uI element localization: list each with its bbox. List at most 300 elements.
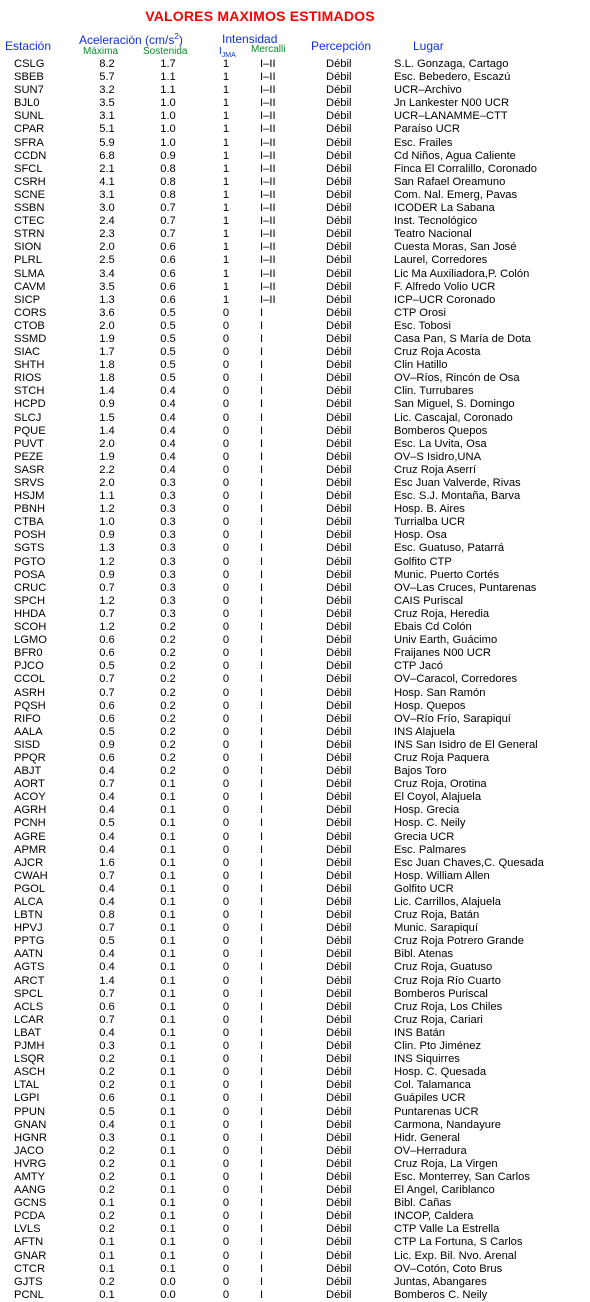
perception: Débil	[326, 149, 352, 162]
location: Cruz Roja Aserrí	[394, 463, 477, 476]
mercalli-intensity: I	[260, 673, 264, 686]
station-code: SISD	[14, 738, 41, 751]
sustained-acceleration: 0.1	[160, 1223, 176, 1236]
max-acceleration: 0.5	[99, 1105, 115, 1118]
sustained-acceleration: 0.2	[160, 751, 176, 764]
header-maxima: Máxima	[83, 46, 119, 57]
table-row	[0, 163, 590, 176]
ijma-intensity: 0	[222, 869, 230, 882]
station-code: CTEC	[14, 215, 45, 228]
table-row	[0, 556, 590, 569]
ijma-intensity: 0	[222, 1079, 230, 1092]
mercalli-intensity: I	[260, 542, 264, 555]
ijma-intensity: 0	[222, 581, 230, 594]
location: Fraijanes N00 UCR	[394, 647, 491, 660]
location: Cruz Roja, Guatuso	[394, 961, 493, 974]
table-row	[0, 896, 590, 909]
perception: Débil	[326, 725, 352, 738]
perception: Débil	[326, 555, 352, 568]
mercalli-intensity: I	[260, 725, 264, 738]
perception: Débil	[326, 896, 352, 908]
ijma-intensity: 1	[222, 123, 230, 136]
mercalli-intensity: I	[260, 660, 264, 673]
location: Com. Nal. Emerg, Pavas	[394, 188, 518, 201]
mercalli-intensity: I–II	[260, 84, 276, 97]
sustained-acceleration: 0.4	[160, 424, 176, 437]
sustained-acceleration: 0.1	[160, 1184, 176, 1197]
ijma-intensity: 0	[222, 1184, 230, 1197]
max-acceleration: 1.9	[99, 450, 115, 463]
station-code: AGRE	[14, 830, 46, 843]
sustained-acceleration: 0.1	[160, 935, 176, 948]
mercalli-intensity: I	[260, 581, 264, 594]
table-row	[0, 673, 590, 686]
max-acceleration: 0.2	[99, 1210, 115, 1223]
sustained-acceleration: 0.1	[160, 882, 176, 895]
ijma-intensity: 0	[222, 1275, 230, 1288]
perception: Débil	[326, 97, 352, 110]
ijma-intensity: 0	[222, 555, 230, 568]
sustained-acceleration: 0.1	[160, 1013, 176, 1026]
max-acceleration: 8.2	[99, 58, 115, 70]
sustained-acceleration: 0.1	[160, 1118, 176, 1131]
table-row	[0, 791, 590, 804]
perception: Débil	[326, 1092, 352, 1105]
max-acceleration: 0.2	[99, 1144, 115, 1157]
location: Cruz Roja Potrero Grande	[394, 935, 524, 948]
mercalli-intensity: I	[260, 817, 264, 830]
table-row	[0, 189, 590, 202]
perception: Débil	[326, 385, 352, 398]
mercalli-intensity: I	[260, 555, 264, 568]
location: Hosp. Quepos	[394, 699, 466, 712]
ijma-intensity: 0	[222, 699, 230, 712]
perception: Débil	[326, 293, 352, 306]
perception: Débil	[326, 188, 352, 201]
perception: Débil	[326, 765, 352, 778]
sustained-acceleration: 0.6	[160, 241, 176, 254]
ijma-intensity: 0	[222, 738, 230, 751]
sustained-acceleration: 0.6	[160, 267, 176, 280]
sustained-acceleration: 0.5	[160, 359, 176, 372]
station-code: ALCA	[14, 896, 44, 908]
mercalli-intensity: I	[260, 594, 264, 607]
sustained-acceleration: 0.1	[160, 896, 176, 908]
sustained-acceleration: 0.7	[160, 215, 176, 228]
max-acceleration: 1.4	[99, 974, 115, 987]
perception: Débil	[326, 319, 352, 332]
perception: Débil	[326, 1118, 352, 1131]
table-row	[0, 1250, 590, 1263]
mercalli-intensity: I	[260, 621, 264, 634]
sustained-acceleration: 0.2	[160, 673, 176, 686]
max-acceleration: 1.6	[99, 856, 115, 869]
perception: Débil	[326, 202, 352, 215]
sustained-acceleration: 0.2	[160, 621, 176, 634]
table-row	[0, 451, 590, 464]
station-code: SICP	[14, 293, 41, 306]
ijma-intensity: 0	[222, 1144, 230, 1157]
table-row	[0, 1092, 590, 1105]
table-row	[0, 817, 590, 830]
max-acceleration: 1.2	[99, 503, 115, 516]
sustained-acceleration: 0.5	[160, 346, 176, 359]
header-aceleracion	[79, 32, 183, 47]
station-code: CTCR	[14, 1262, 46, 1275]
location: Esc. Tobosi	[394, 319, 452, 332]
max-acceleration: 1.8	[99, 359, 115, 372]
header-aceleracion-text: Aceleración (cm/s	[79, 33, 175, 47]
ijma-intensity: 0	[222, 660, 230, 673]
sustained-acceleration: 0.1	[160, 1170, 176, 1183]
table-row	[0, 569, 590, 582]
mercalli-intensity: I	[260, 922, 264, 935]
location: Juntas, Abangares	[394, 1275, 487, 1288]
station-code: CRUC	[14, 581, 47, 594]
station-code: HHDA	[14, 607, 46, 620]
perception: Débil	[326, 1288, 352, 1301]
mercalli-intensity: I	[260, 1026, 264, 1039]
sustained-acceleration: 0.1	[160, 791, 176, 804]
location: Esc. S.J. Montaña, Barva	[394, 490, 521, 503]
location: Cruz Roja, Batán	[394, 909, 480, 922]
station-code: CSLG	[14, 58, 45, 70]
max-acceleration: 1.3	[99, 293, 115, 306]
perception: Débil	[326, 516, 352, 529]
sustained-acceleration: 0.0	[160, 1275, 176, 1288]
location: El Angel, Cariblanco	[394, 1184, 495, 1197]
sustained-acceleration: 0.1	[160, 1144, 176, 1157]
perception: Débil	[326, 607, 352, 620]
table-row	[0, 241, 590, 254]
sustained-acceleration: 0.5	[160, 372, 176, 385]
station-code: SCNE	[14, 188, 46, 201]
perception: Débil	[326, 450, 352, 463]
station-code: SUNL	[14, 110, 44, 123]
station-code: CTOB	[14, 319, 45, 332]
sustained-acceleration: 0.4	[160, 437, 176, 450]
mercalli-intensity: I–II	[260, 162, 276, 175]
sustained-acceleration: 0.6	[160, 254, 176, 267]
perception: Débil	[326, 817, 352, 830]
sustained-acceleration: 0.6	[160, 280, 176, 293]
ijma-intensity: 1	[222, 149, 230, 162]
table-row	[0, 346, 590, 359]
mercalli-intensity: I	[260, 778, 264, 791]
location: INS Siquirres	[394, 1053, 460, 1066]
ijma-intensity: 0	[222, 712, 230, 725]
table-row	[0, 542, 590, 555]
max-acceleration: 0.4	[99, 896, 115, 908]
table-row	[0, 1027, 590, 1040]
table-row	[0, 254, 590, 267]
max-acceleration: 0.4	[99, 882, 115, 895]
table-row	[0, 58, 590, 71]
table-row	[0, 359, 590, 372]
perception: Débil	[326, 948, 352, 961]
max-acceleration: 3.1	[99, 110, 115, 123]
table-row	[0, 333, 590, 346]
table-row	[0, 1106, 590, 1119]
max-acceleration: 1.7	[99, 346, 115, 359]
station-code: SRVS	[14, 477, 45, 489]
page-title: VALORES MAXIMOS ESTIMADOS	[145, 8, 375, 24]
sustained-acceleration: 0.5	[160, 332, 176, 345]
location: ICP–UCR Coronado	[394, 293, 496, 306]
sustained-acceleration: 0.1	[160, 1000, 176, 1013]
table-row	[0, 1053, 590, 1066]
station-code: BJL0	[14, 97, 40, 110]
perception: Débil	[326, 346, 352, 359]
sustained-acceleration: 0.1	[160, 961, 176, 974]
location: San Miguel, S. Domingo	[394, 398, 515, 411]
perception: Débil	[326, 359, 352, 372]
location: Col. Talamanca	[394, 1079, 471, 1092]
location: INS San Isidro de El General	[394, 738, 538, 751]
ijma-intensity: 0	[222, 935, 230, 948]
ijma-intensity: 0	[222, 411, 230, 424]
sustained-acceleration: 1.0	[160, 97, 176, 110]
sustained-acceleration: 0.1	[160, 804, 176, 817]
station-code: LCAR	[14, 1013, 44, 1026]
ijma-intensity: 0	[222, 856, 230, 869]
sustained-acceleration: 0.4	[160, 463, 176, 476]
sustained-acceleration: 0.2	[160, 699, 176, 712]
mercalli-intensity: I	[260, 529, 264, 542]
location: Carmona, Nandayure	[394, 1118, 501, 1131]
max-acceleration: 0.4	[99, 1026, 115, 1039]
mercalli-intensity: I	[260, 1275, 264, 1288]
location: OV–Cotón, Coto Brus	[394, 1262, 503, 1275]
station-code: BFR0	[14, 647, 43, 660]
max-acceleration: 1.4	[99, 424, 115, 437]
table-row	[0, 425, 590, 438]
table-row	[0, 516, 590, 529]
max-acceleration: 1.2	[99, 621, 115, 634]
max-acceleration: 0.9	[99, 568, 115, 581]
perception: Débil	[326, 712, 352, 725]
mercalli-intensity: I–II	[260, 215, 276, 228]
perception: Débil	[326, 935, 352, 948]
ijma-intensity: 0	[222, 948, 230, 961]
perception: Débil	[326, 987, 352, 1000]
sustained-acceleration: 0.7	[160, 202, 176, 215]
sustained-acceleration: 1.0	[160, 110, 176, 123]
perception: Débil	[326, 1262, 352, 1275]
header-mercalli: Mercalli	[251, 44, 286, 55]
perception: Débil	[326, 463, 352, 476]
ijma-intensity: 0	[222, 961, 230, 974]
station-code: CSRH	[14, 175, 46, 188]
mercalli-intensity: I	[260, 1131, 264, 1144]
location: OV–Herradura	[394, 1144, 467, 1157]
max-acceleration: 1.1	[99, 490, 115, 503]
ijma-intensity: 0	[222, 909, 230, 922]
location: OV–Las Cruces, Puntarenas	[394, 581, 537, 594]
perception: Débil	[326, 398, 352, 411]
mercalli-intensity: I	[260, 1079, 264, 1092]
mercalli-intensity: I	[260, 1118, 264, 1131]
mercalli-intensity: I	[260, 1184, 264, 1197]
header-lugar: Lugar	[413, 39, 444, 53]
max-acceleration: 3.4	[99, 267, 115, 280]
perception: Débil	[326, 1236, 352, 1249]
perception: Débil	[326, 1275, 352, 1288]
mercalli-intensity: I–II	[260, 110, 276, 123]
table-row	[0, 1132, 590, 1145]
station-code: LGMO	[14, 634, 47, 647]
mercalli-intensity: I	[260, 607, 264, 620]
station-code: AJCR	[14, 856, 44, 869]
table-row	[0, 608, 590, 621]
mercalli-intensity: I	[260, 1210, 264, 1223]
station-code: SUN7	[14, 84, 44, 97]
station-code: STCH	[14, 385, 45, 398]
table-row	[0, 215, 590, 228]
ijma-intensity: 0	[222, 987, 230, 1000]
station-code: GJTS	[14, 1275, 43, 1288]
sustained-acceleration: 0.5	[160, 306, 176, 319]
mercalli-intensity: I	[260, 804, 264, 817]
perception: Débil	[326, 738, 352, 751]
max-acceleration: 3.5	[99, 280, 115, 293]
ijma-intensity: 0	[222, 804, 230, 817]
perception: Débil	[326, 529, 352, 542]
sustained-acceleration: 0.3	[160, 529, 176, 542]
max-acceleration: 0.2	[99, 1184, 115, 1197]
station-code: SPCH	[14, 594, 46, 607]
location: Grecia UCR	[394, 830, 455, 843]
ijma-intensity: 0	[222, 778, 230, 791]
max-acceleration: 3.0	[99, 202, 115, 215]
mercalli-intensity: I–II	[260, 188, 276, 201]
table-row	[0, 857, 590, 870]
perception: Débil	[326, 581, 352, 594]
max-acceleration: 0.1	[99, 1288, 115, 1301]
ijma-intensity: 0	[222, 673, 230, 686]
station-code: RIOS	[14, 372, 42, 385]
location: Univ Earth, Guácimo	[394, 634, 498, 647]
ijma-intensity: 0	[222, 896, 230, 908]
table-row	[0, 1289, 590, 1302]
mercalli-intensity: I	[260, 896, 264, 908]
station-code: HSJM	[14, 490, 45, 503]
sustained-acceleration: 0.7	[160, 228, 176, 241]
sustained-acceleration: 0.2	[160, 647, 176, 660]
table-row	[0, 700, 590, 713]
ijma-intensity: 0	[222, 346, 230, 359]
station-code: ARCT	[14, 974, 45, 987]
station-code: SBEB	[14, 71, 44, 84]
ijma-intensity: 1	[222, 110, 230, 123]
ijma-intensity: 0	[222, 686, 230, 699]
sustained-acceleration: 0.3	[160, 503, 176, 516]
perception: Débil	[326, 542, 352, 555]
station-code: SION	[14, 241, 42, 254]
mercalli-intensity: I–II	[260, 58, 276, 70]
location: Hosp. Grecia	[394, 804, 460, 817]
station-code: AGRH	[14, 804, 47, 817]
ijma-intensity: 0	[222, 372, 230, 385]
ijma-intensity: 0	[222, 765, 230, 778]
location: Lic Ma Auxiliadora,P. Colón	[394, 267, 530, 280]
location: Lic. Exp. Bil. Nvo. Arenal	[394, 1249, 517, 1262]
max-acceleration: 0.1	[99, 1197, 115, 1210]
table-row	[0, 922, 590, 935]
mercalli-intensity: I	[260, 791, 264, 804]
perception: Débil	[326, 477, 352, 489]
table-row	[0, 1001, 590, 1014]
perception: Débil	[326, 84, 352, 97]
table-row	[0, 713, 590, 726]
location: INS Batán	[394, 1026, 445, 1039]
max-acceleration: 1.2	[99, 555, 115, 568]
perception: Débil	[326, 228, 352, 241]
perception: Débil	[326, 830, 352, 843]
table-row	[0, 1236, 590, 1249]
location: Hosp. C. Quesada	[394, 1066, 487, 1079]
ijma-intensity: 0	[222, 1197, 230, 1210]
station-code: ABJT	[14, 765, 42, 778]
sustained-acceleration: 0.1	[160, 1105, 176, 1118]
station-code: ASCH	[14, 1066, 46, 1079]
sustained-acceleration: 1.0	[160, 123, 176, 136]
location: San Rafael Oreamuno	[394, 175, 506, 188]
header-ijma-base: I	[219, 46, 222, 57]
mercalli-intensity: I	[260, 1040, 264, 1053]
station-code: PPTG	[14, 935, 45, 948]
table-row	[0, 726, 590, 739]
location: Turrialba UCR	[394, 516, 466, 529]
station-code: LBTN	[14, 909, 43, 922]
station-code: AATN	[14, 948, 44, 961]
table-row	[0, 975, 590, 988]
station-code: PGTO	[14, 555, 46, 568]
table-row	[0, 1158, 590, 1171]
perception: Débil	[326, 1013, 352, 1026]
sustained-acceleration: 0.1	[160, 1079, 176, 1092]
mercalli-intensity: I–II	[260, 241, 276, 254]
ijma-intensity: 0	[222, 1210, 230, 1223]
mercalli-intensity: I	[260, 1223, 264, 1236]
perception: Débil	[326, 568, 352, 581]
sustained-acceleration: 0.3	[160, 477, 176, 489]
station-code: AANG	[14, 1184, 46, 1197]
sustained-acceleration: 1.1	[160, 84, 176, 97]
mercalli-intensity: I	[260, 332, 264, 345]
max-acceleration: 0.5	[99, 817, 115, 830]
table-row	[0, 582, 590, 595]
ijma-intensity: 0	[222, 751, 230, 764]
perception: Débil	[326, 215, 352, 228]
sustained-acceleration: 0.4	[160, 385, 176, 398]
location: Bibl. Cañas	[394, 1197, 452, 1210]
sustained-acceleration: 1.1	[160, 71, 176, 84]
perception: Débil	[326, 1079, 352, 1092]
mercalli-intensity: I	[260, 987, 264, 1000]
station-code: PBNH	[14, 503, 46, 516]
sustained-acceleration: 0.1	[160, 1249, 176, 1262]
header-intensidad: Intensidad	[222, 32, 278, 46]
location: Lic. Carrillos, Alajuela	[394, 896, 501, 908]
station-code: SPCL	[14, 987, 44, 1000]
sustained-acceleration: 0.2	[160, 725, 176, 738]
ijma-intensity: 0	[222, 974, 230, 987]
max-acceleration: 0.6	[99, 712, 115, 725]
mercalli-intensity: I	[260, 830, 264, 843]
max-acceleration: 1.4	[99, 385, 115, 398]
max-acceleration: 0.3	[99, 1040, 115, 1053]
